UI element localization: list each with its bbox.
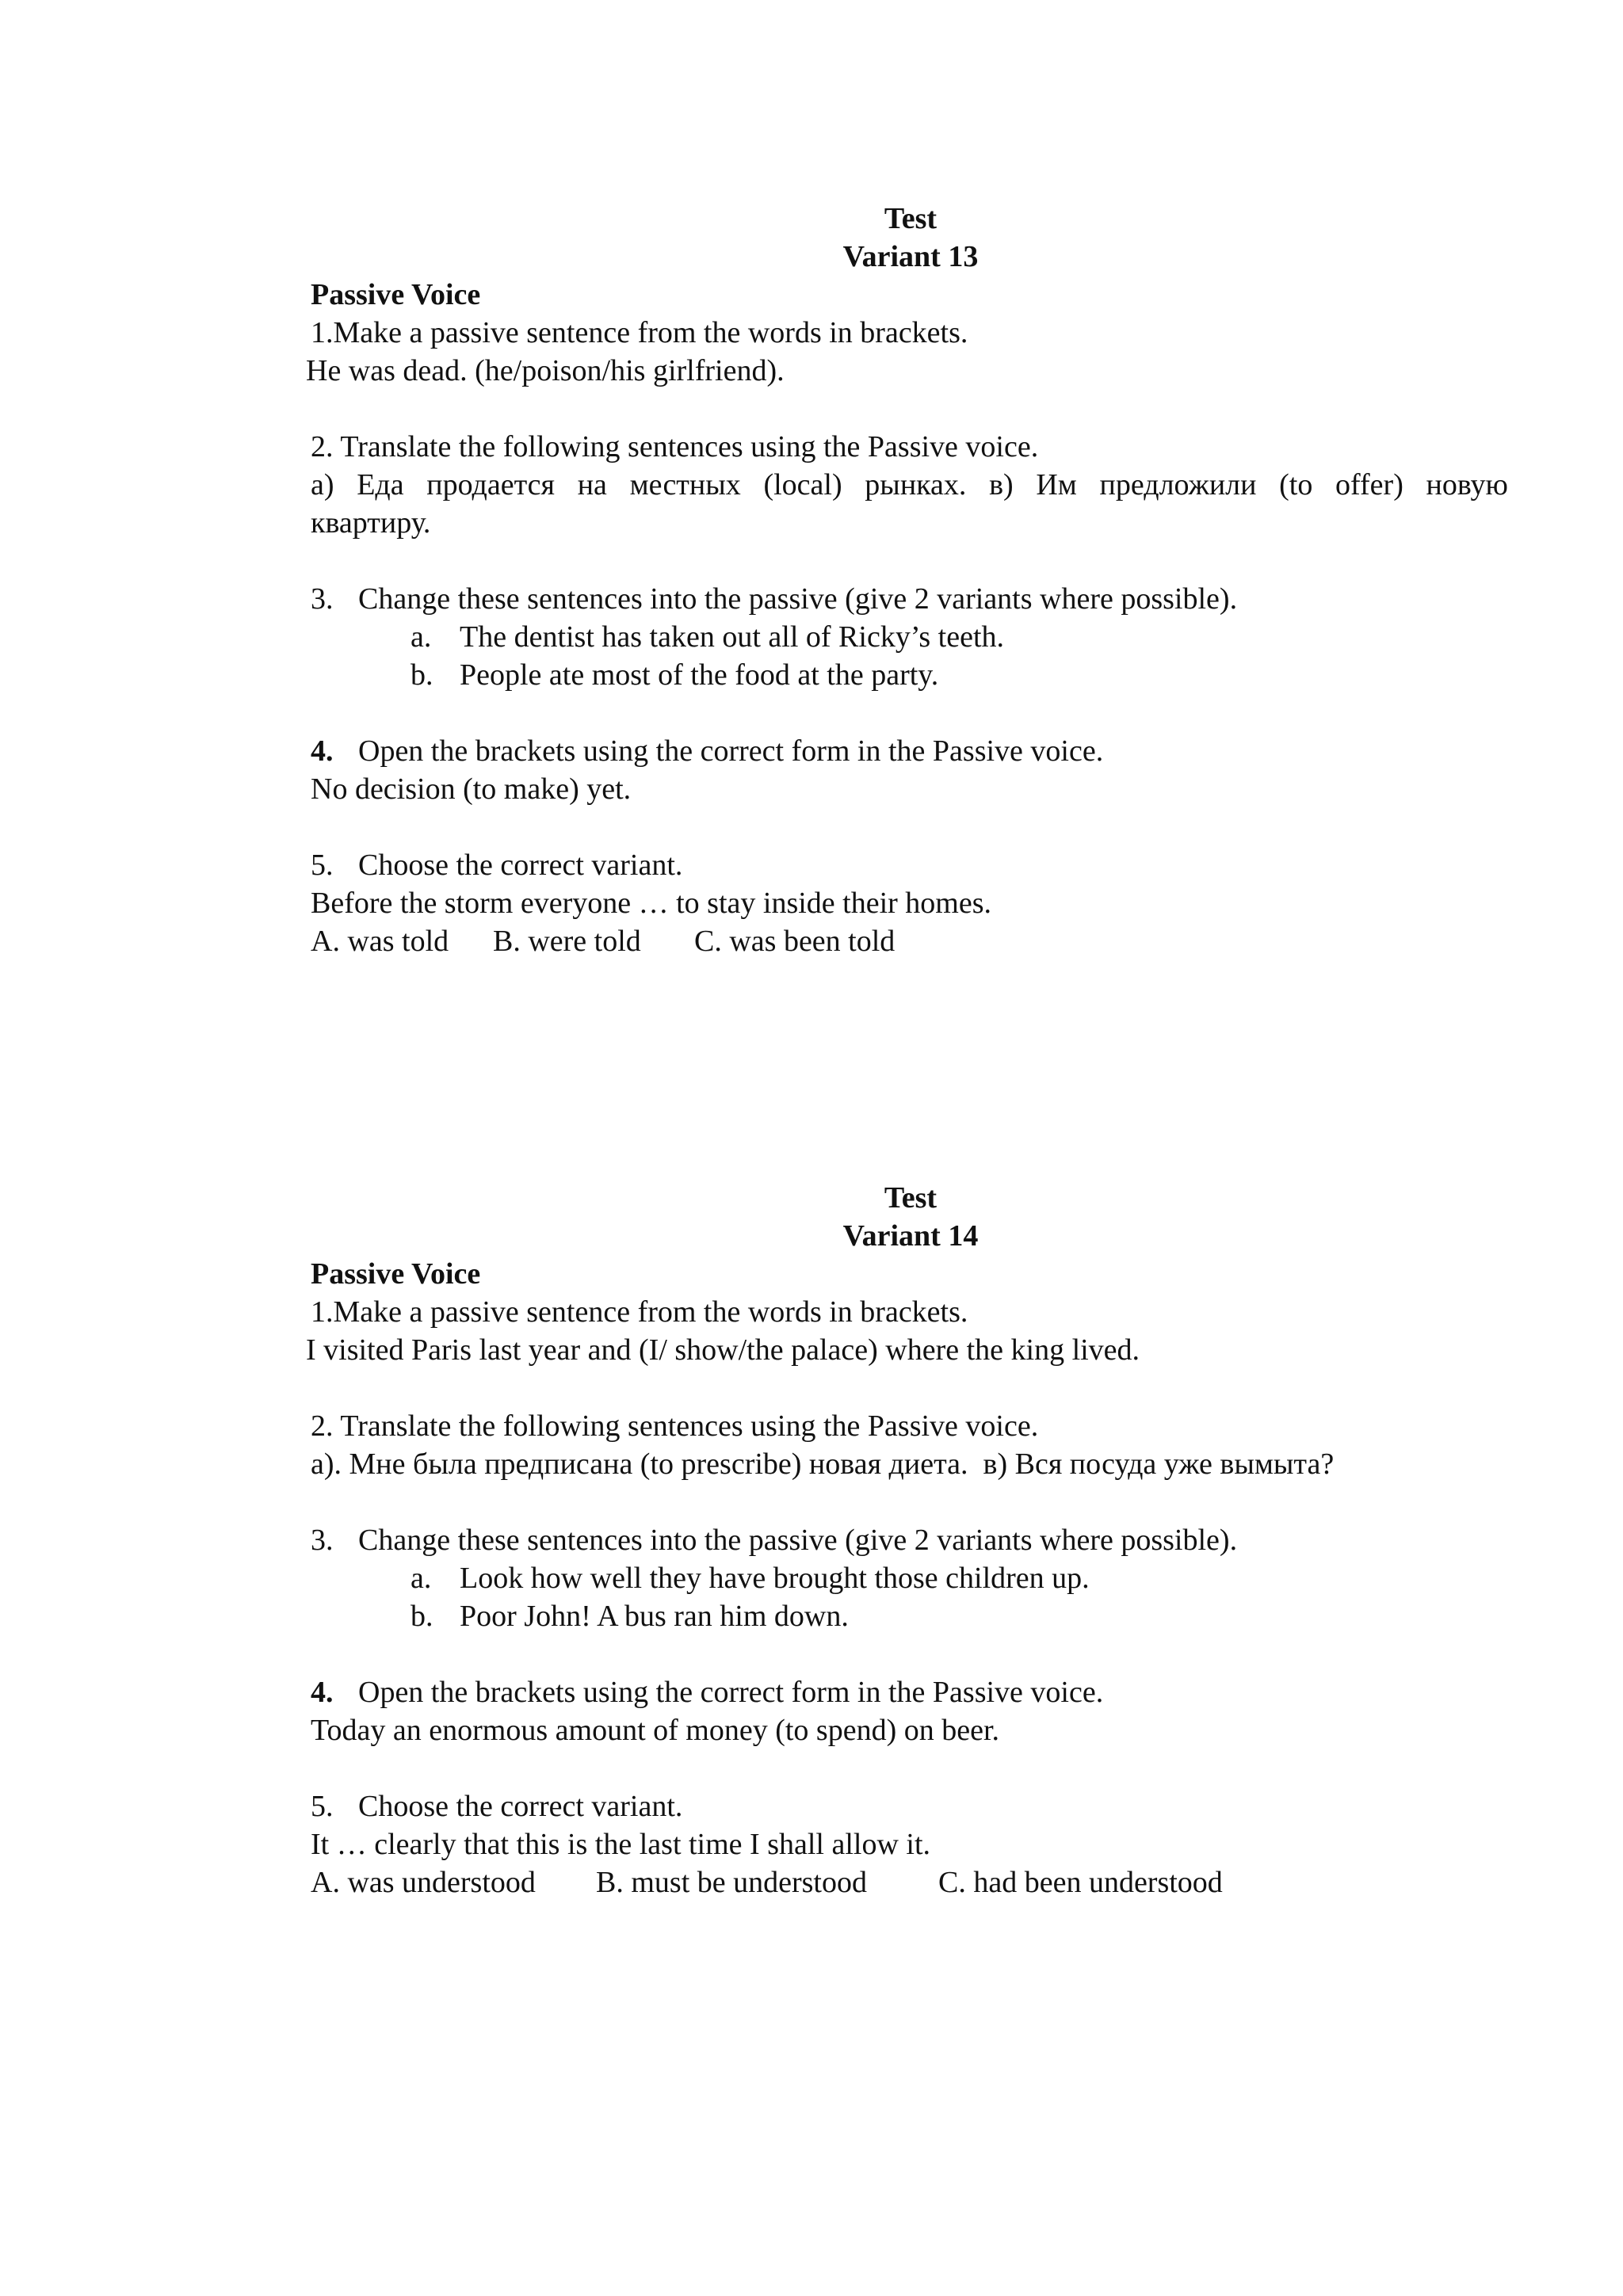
item-letter: a. [411,620,432,654]
variant-heading: Variant 13 [842,240,979,273]
question-5-instruction [311,846,682,884]
question-1-instruction: 1.Make a passive sentence from the words in brackets. [311,316,968,349]
option-b: B. were told [493,925,641,958]
question-number: 5. [311,1790,334,1823]
question-number: 5. [311,849,334,882]
question-2-line-1: а). Мне была предписана (to prescribe) новая диета. в) Вся посуда уже вымыта? [311,1447,1335,1481]
question-number: 4. [311,734,334,768]
question-1-sentence: He was dead. (he/poison/his girlfriend). [306,354,785,387]
question-number: 4. [311,1676,334,1709]
instruction-text: Change these sentences into the passive (give 2 variants where possible). [358,1524,1238,1557]
word: Еда [357,468,404,502]
test-heading: Test [884,1181,938,1215]
word: Им [1036,468,1077,502]
word: в) [989,468,1014,502]
question-1-sentence: I visited Paris last year and (I/ show/the palace) where the king lived. [306,1333,1140,1367]
item-text: The dentist has taken out all of Ricky’s teeth. [460,620,1005,654]
question-4-sentence: Today an enormous amount of money (to spend) on beer. [311,1714,1000,1747]
word: а) [311,468,334,502]
word: (local) [763,468,842,502]
word: новую [1426,468,1508,502]
word: продается [426,468,556,502]
instruction-text: Open the brackets using the correct form in the Passive voice. [358,734,1104,768]
instruction-text: Open the brackets using the correct form in the Passive voice. [358,1676,1104,1709]
instruction-text: Change these sentences into the passive (give 2 variants where possible). [358,582,1238,616]
question-2-instruction: 2. Translate the following sentences using the Passive voice. [311,1409,1039,1443]
word: на [577,468,607,502]
option-a: A. was told [311,925,449,958]
question-1-instruction: 1.Make a passive sentence from the words in brackets. [311,1295,968,1329]
word: offer) [1335,468,1403,502]
item-text: Look how well they have brought those children up. [460,1562,1090,1595]
item-text: Poor John! A bus ran him down. [460,1600,849,1633]
question-number: 3. [311,582,334,616]
option-b: B. must be understood [596,1866,867,1899]
question-number: 3. [311,1524,334,1557]
question-3-instruction [311,1521,1237,1559]
question-3-instruction [311,580,1237,618]
word: рынках. [865,468,967,502]
topic-heading: Passive Voice [311,1257,481,1291]
item-text: People ate most of the food at the party. [460,658,939,692]
question-2-line-1 [311,466,1508,504]
item-letter: b. [411,1600,433,1633]
test-heading: Test [884,202,938,235]
item-letter: a. [411,1562,432,1595]
question-4-instruction [311,1673,1103,1711]
question-5-sentence: Before the storm everyone … to stay inside their homes. [311,887,992,920]
variant-heading: Variant 14 [842,1219,979,1253]
question-4-sentence: No decision (to make) yet. [311,772,632,806]
option-c: C. was been told [694,925,896,958]
topic-heading: Passive Voice [311,278,481,311]
instruction-text: Choose the correct variant. [358,849,683,882]
option-a: A. was understood [311,1866,536,1899]
option-c: C. had been understood [938,1866,1223,1899]
question-5-instruction [311,1787,682,1825]
word: местных [629,468,741,502]
word: (to [1279,468,1313,502]
question-5-sentence: It … clearly that this is the last time I shall allow it. [311,1828,931,1861]
question-4-instruction [311,732,1103,770]
question-2-instruction: 2. Translate the following sentences using the Passive voice. [311,430,1039,463]
question-2-line-2: квартиру. [311,506,431,540]
instruction-text: Choose the correct variant. [358,1790,683,1823]
word: предложили [1099,468,1257,502]
item-letter: b. [411,658,433,692]
